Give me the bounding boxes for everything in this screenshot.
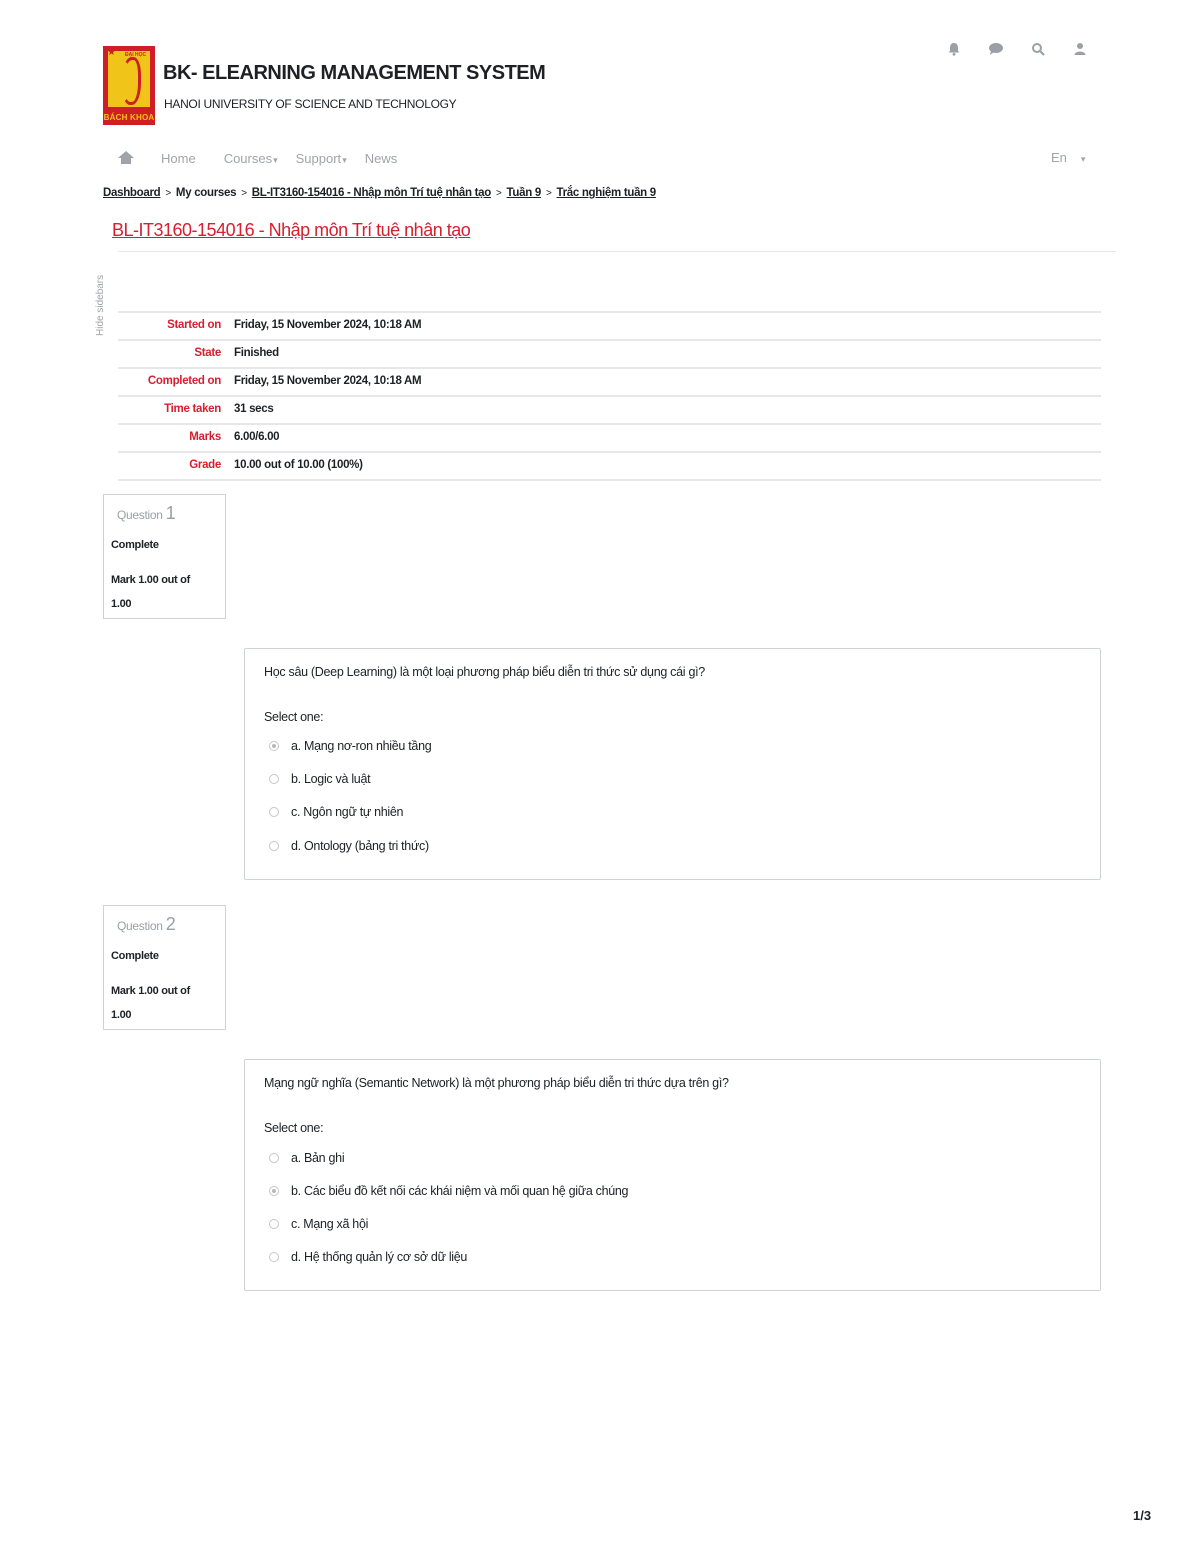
- radio-button[interactable]: [269, 1153, 279, 1163]
- answer-text: b. Logic và luật: [291, 772, 371, 786]
- language-selector[interactable]: [1051, 150, 1085, 165]
- breadcrumb-week[interactable]: Tuần 9: [506, 187, 541, 199]
- radio-button[interactable]: [269, 1252, 279, 1262]
- select-one-label: Select one:: [264, 1121, 324, 1135]
- question-info-box: [103, 905, 226, 1030]
- summary-value: Friday, 15 November 2024, 10:18 AM: [234, 375, 422, 387]
- summary-label: Grade: [189, 459, 221, 471]
- hide-sidebars-toggle[interactable]: [95, 258, 111, 336]
- divider: [118, 251, 1116, 252]
- breadcrumb-dashboard[interactable]: Dashboard: [103, 187, 161, 199]
- chevron-down-icon: ▾: [342, 154, 347, 165]
- breadcrumb: [103, 187, 656, 199]
- breadcrumb-my-courses: My courses: [175, 187, 237, 199]
- summary-label: State: [194, 347, 221, 359]
- nav-news[interactable]: News: [364, 150, 398, 166]
- answer-option[interactable]: [269, 1214, 368, 1234]
- breadcrumb-separator: >: [495, 188, 502, 199]
- breadcrumb-separator: >: [165, 188, 171, 199]
- breadcrumb-quiz[interactable]: Trắc nghiệm tuần 9: [556, 187, 656, 199]
- summary-row: [118, 423, 1101, 451]
- chevron-down-icon: ▾: [1080, 154, 1086, 164]
- nav-support[interactable]: [296, 151, 347, 166]
- nav-courses-label: Courses: [223, 150, 273, 166]
- nav-home[interactable]: Home: [161, 150, 196, 166]
- answer-option[interactable]: [269, 836, 429, 856]
- radio-button[interactable]: [269, 807, 279, 817]
- question-text: Mạng ngữ nghĩa (Semantic Network) là một phương pháp biểu diễn tri thức dựa trên gì?: [264, 1076, 729, 1090]
- user-icon[interactable]: [1072, 42, 1088, 58]
- question-number: [117, 914, 175, 935]
- answer-option[interactable]: [269, 802, 403, 822]
- chevron-down-icon: ▾: [273, 154, 278, 165]
- question-state: Complete: [111, 950, 159, 962]
- logo-top-text: ĐẠI HỌC: [125, 52, 147, 58]
- site-title: BK- ELEARNING MANAGEMENT SYSTEM: [163, 62, 546, 84]
- breadcrumb-course[interactable]: BL-IT3160-154016 - Nhập môn Trí tuệ nhân tạo: [251, 187, 491, 199]
- course-title-link[interactable]: BL-IT3160-154016 - Nhập môn Trí tuệ nhân tạo: [112, 220, 471, 240]
- summary-label: Marks: [189, 431, 221, 443]
- select-one-label: Select one:: [264, 710, 324, 724]
- summary-row: [118, 451, 1101, 481]
- site-subtitle: HANOI UNIVERSITY OF SCIENCE AND TECHNOLOGY: [164, 97, 457, 111]
- summary-value: 31 secs: [234, 403, 274, 415]
- summary-row: [118, 339, 1101, 367]
- summary-value: 6.00/6.00: [234, 431, 280, 443]
- answer-option[interactable]: [269, 1247, 467, 1267]
- radio-button-checked[interactable]: [269, 1186, 279, 1196]
- breadcrumb-separator: >: [241, 188, 247, 199]
- logo-emblem: [108, 51, 150, 107]
- nav-support-label: Support: [295, 150, 342, 166]
- chat-icon[interactable]: [988, 42, 1004, 58]
- summary-label: Completed on: [147, 375, 221, 387]
- question-number-value: 1: [165, 503, 176, 523]
- attempt-summary-table: [118, 311, 1101, 481]
- site-logo[interactable]: [103, 46, 155, 125]
- top-icon-bar: [946, 42, 1088, 60]
- answer-text: a. Mạng nơ-ron nhiều tầng: [291, 739, 432, 753]
- question-number-value: 2: [165, 914, 176, 934]
- summary-value: 10.00 out of 10.00 (100%): [234, 459, 363, 471]
- question-info-box: [103, 494, 226, 619]
- question-content-box: [244, 648, 1101, 880]
- answer-text: d. Ontology (bảng tri thức): [291, 839, 429, 853]
- bell-icon[interactable]: [946, 42, 962, 58]
- search-icon[interactable]: [1030, 42, 1046, 58]
- summary-value: Finished: [234, 347, 279, 359]
- answer-text: d. Hệ thống quản lý cơ sở dữ liệu: [291, 1250, 468, 1264]
- answer-option[interactable]: [269, 1181, 628, 1201]
- page-number: 1/3: [1133, 1508, 1152, 1523]
- hide-sidebars-label: Hide sidebars: [95, 274, 106, 336]
- summary-row: [118, 395, 1101, 423]
- summary-label: Time taken: [164, 403, 221, 415]
- answer-text: c. Mạng xã hội: [291, 1217, 369, 1231]
- main-navbar: [117, 148, 415, 168]
- home-icon[interactable]: [117, 151, 135, 165]
- answer-option[interactable]: [269, 769, 370, 789]
- answer-text: b. Các biểu đồ kết nối các khái niệm và mối quan hệ giữa chúng: [291, 1184, 629, 1198]
- question-number: [117, 503, 175, 524]
- summary-row: [118, 367, 1101, 395]
- question-label: Question: [117, 508, 163, 522]
- star-icon: ★: [107, 47, 116, 58]
- question-mark: Mark 1.00 out of 1.00: [111, 574, 190, 610]
- answer-text: c. Ngôn ngữ tự nhiên: [291, 805, 404, 819]
- question-mark: Mark 1.00 out of 1.00: [111, 985, 190, 1021]
- question-text: Học sâu (Deep Learning) là một loại phương pháp biểu diễn tri thức sử dụng cái gì?: [264, 665, 705, 679]
- radio-button-checked[interactable]: [269, 741, 279, 751]
- summary-label: Started on: [167, 319, 221, 331]
- question-state: Complete: [111, 539, 159, 551]
- language-label: En: [1051, 150, 1067, 165]
- radio-button[interactable]: [269, 774, 279, 784]
- logo-text: BÁCH KHOA: [103, 113, 155, 122]
- answer-text: a. Bản ghi: [291, 1151, 345, 1165]
- answer-option[interactable]: [269, 736, 431, 756]
- radio-button[interactable]: [269, 841, 279, 851]
- question-content-box: [244, 1059, 1101, 1291]
- breadcrumb-separator: >: [545, 188, 552, 199]
- radio-button[interactable]: [269, 1219, 279, 1229]
- answer-option[interactable]: [269, 1148, 344, 1168]
- question-label: Question: [117, 919, 163, 933]
- nav-courses[interactable]: [224, 151, 278, 166]
- summary-row: [118, 311, 1101, 339]
- summary-value: Friday, 15 November 2024, 10:18 AM: [234, 319, 422, 331]
